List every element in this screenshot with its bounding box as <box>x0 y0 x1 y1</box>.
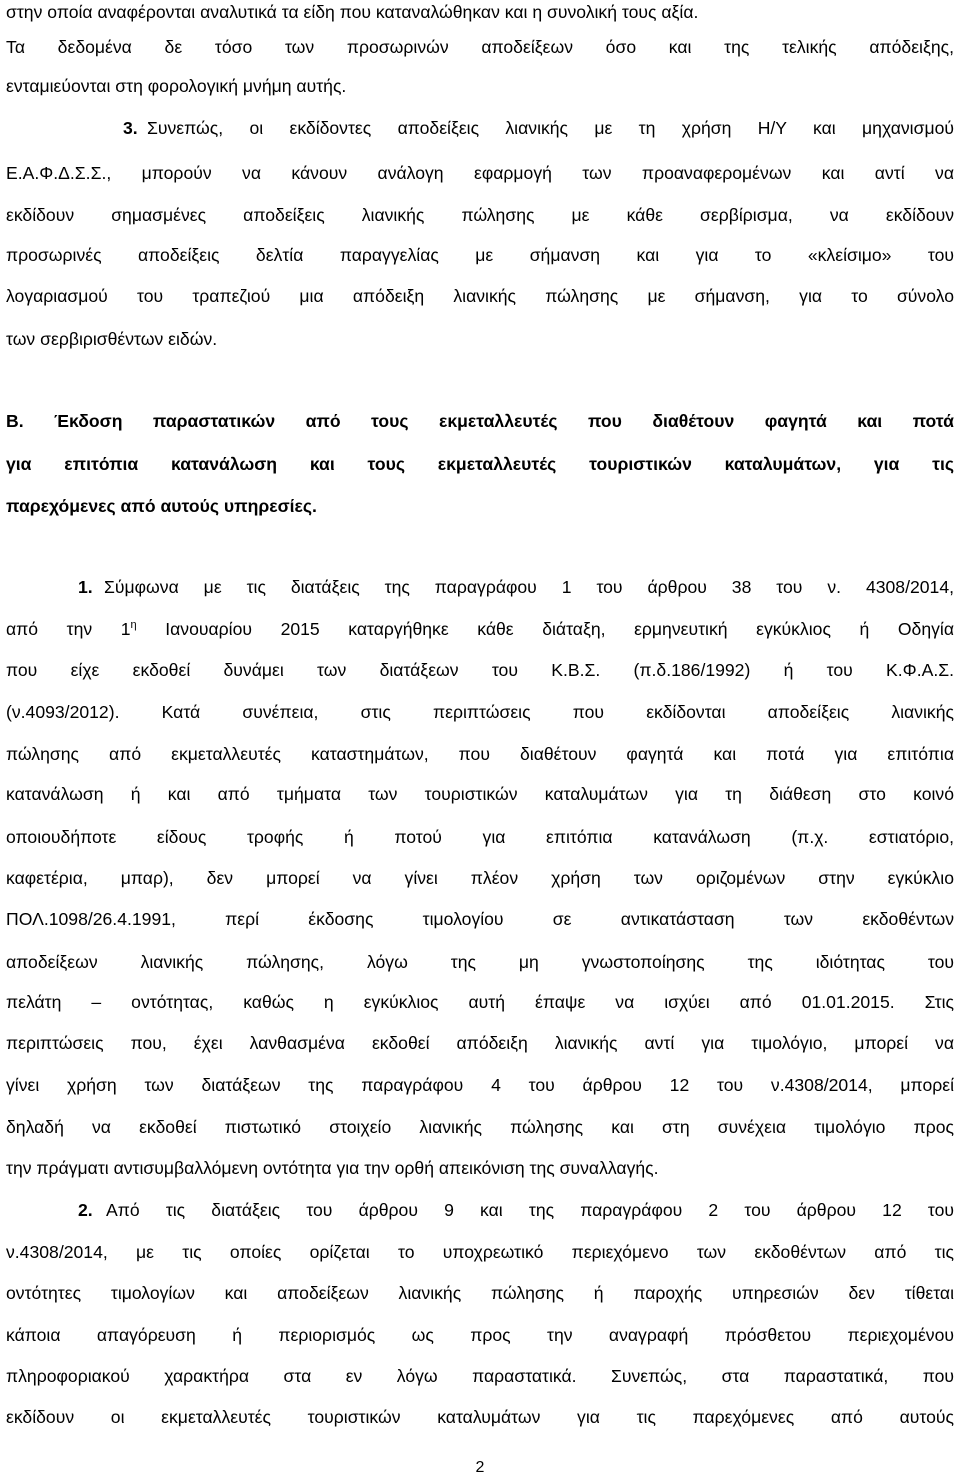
text-line: δηλαδή να εκδοθεί πιστωτικό στοιχείο λιανικής πώλησης και στη συνέχεια τιμολόγιο προς <box>6 1117 954 1137</box>
section-heading-line: παρεχόμενες από αυτούς υπηρεσίες. <box>6 496 317 516</box>
text-fragment: Ιανουαρίου 2015 καταργήθηκε κάθε διάταξη, ερμηνευτική εγκύκλιος ή Οδηγία <box>136 619 955 639</box>
text-line: Ε.Α.Φ.Δ.Σ.Σ., μπορούν να κάνουν ανάλογη εφαρμογή των προαναφερομένων και αντί να <box>6 163 954 183</box>
text-line: οντότητες τιμολογίων και αποδείξεων λιανικής πώλησης ή παροχής υπηρεσιών δεν τίθεται <box>6 1283 954 1303</box>
text-line: Από τις διατάξεις του άρθρου 9 και της παραγράφου 2 του άρθρου 12 του <box>106 1200 954 1220</box>
section-heading-line: για επιτόπια κατανάλωση και τους εκμεταλλευτές τουριστικών καταλυμάτων, για τις <box>6 454 954 474</box>
text-line: Τα δεδομένα δε τόσο των προσωρινών αποδείξεων όσο και της τελικής απόδειξης, <box>6 37 954 57</box>
list-number: 3. <box>123 118 138 138</box>
text-fragment: από την 1 <box>6 619 131 639</box>
text-line: στην οποία αναφέρονται αναλυτικά τα είδη που καταναλώθηκαν και η συνολική τους αξία. <box>6 2 699 22</box>
text-line: (ν.4093/2012). Κατά συνέπεια, στις περιπτώσεις που εκδίδονται αποδείξεις λιανικής <box>6 702 954 722</box>
text-line: γίνει χρήση των διατάξεων της παραγράφου 4 του άρθρου 12 του ν.4308/2014, μπορεί <box>6 1075 954 1095</box>
text-line: ΠΟΛ.1098/26.4.1991, περί έκδοσης τιμολογίου σε αντικατάσταση των εκδοθέντων <box>6 909 954 929</box>
text-line: ν.4308/2014, με τις οποίες ορίζεται το υποχρεωτικό περιεχόμενο των εκδοθέντων από τις <box>6 1242 954 1262</box>
text-line: πελάτη – οντότητας, καθώς η εγκύκλιος αυτή έπαψε να ισχύει από 01.01.2015. Στις <box>6 992 954 1012</box>
text-line: που είχε εκδοθεί δυνάμει των διατάξεων του Κ.Β.Σ. (π.δ.186/1992) ή του Κ.Φ.Α.Σ. <box>6 660 954 680</box>
list-number: 2. <box>78 1200 93 1220</box>
text-line: οποιουδήποτε είδους τροφής ή ποτού για επιτόπια κατανάλωση (π.χ. εστιατόριο, <box>6 827 954 847</box>
text-line: των σερβιρισθέντων ειδών. <box>6 329 218 349</box>
text-line: Σύμφωνα με τις διατάξεις της παραγράφου 1 του άρθρου 38 του ν. 4308/2014, <box>104 577 954 597</box>
section-heading-line: Β. Έκδοση παραστατικών από τους εκμεταλλευτές που διαθέτουν φαγητά και ποτά <box>6 411 954 431</box>
text-line: εκδίδουν οι εκμεταλλευτές τουριστικών καταλυμάτων για τις παρεχόμενες από αυτούς <box>6 1407 954 1427</box>
text-line: πληροφοριακού χαρακτήρα στα εν λόγω παραστατικά. Συνεπώς, στα παραστατικά, που <box>6 1366 954 1386</box>
list-number: 1. <box>78 577 93 597</box>
text-line: πώλησης από εκμεταλλευτές καταστημάτων, που διαθέτουν φαγητά και ποτά για επιτόπια <box>6 744 954 764</box>
text-line: την πράγματι αντισυμβαλλόμενη οντότητα για την ορθή απεικόνιση της συναλλαγής. <box>6 1158 659 1178</box>
text-line: προσωρινές αποδείξεις δελτία παραγγελίας με σήμανση και για το «κλείσιμο» του <box>6 245 954 265</box>
text-line: καφετέρια, μπαρ), δεν μπορεί να γίνει πλέον χρήση των οριζομένων στην εγκύκλιο <box>6 868 954 888</box>
text-line: κατανάλωση ή και από τμήματα των τουριστικών καταλυμάτων για τη διάθεση στο κοινό <box>6 784 954 804</box>
text-line: περιπτώσεις που, έχει λανθασμένα εκδοθεί απόδειξη λιανικής αντί για τιμολόγιο, μπορεί να <box>6 1033 954 1053</box>
text-line: λογαριασμού του τραπεζιού μια απόδειξη λιανικής πώλησης με σήμανση, για το σύνολο <box>6 286 954 306</box>
text-line: Συνεπώς, οι εκδίδοντες αποδείξεις λιανικής με τη χρήση Η/Υ και μηχανισμού <box>147 118 954 138</box>
superscript: η <box>130 619 137 631</box>
text-line: εκδίδουν σημασμένες αποδείξεις λιανικής πώλησης με κάθε σερβίρισμα, να εκδίδουν <box>6 205 954 225</box>
text-line: κάποια απαγόρευση ή περιορισμός ως προς την αναγραφή πρόσθετου περιεχομένου <box>6 1325 954 1345</box>
text-line: αποδείξεων λιανικής πώλησης, λόγω της μη γνωστοποίησης της ιδιότητας του <box>6 952 954 972</box>
page-number: 2 <box>475 1459 485 1476</box>
text-line: ενταμιεύονται στη φορολογική μνήμη αυτής. <box>6 76 347 96</box>
text-line <box>6 617 954 641</box>
